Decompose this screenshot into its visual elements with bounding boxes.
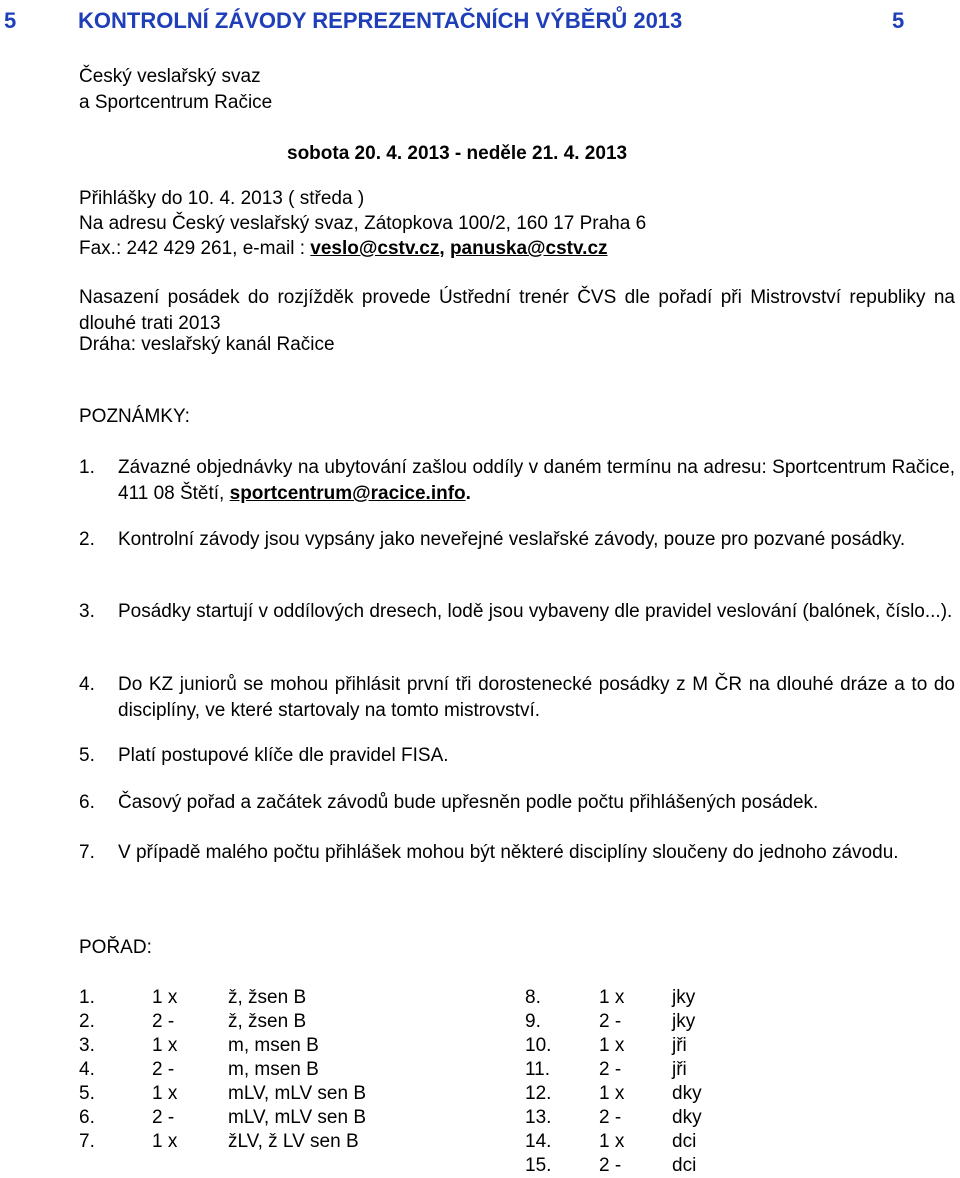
race-category: jři: [672, 1059, 687, 1080]
note-number: 6.: [79, 792, 95, 813]
race-number: 15.: [525, 1155, 552, 1176]
note-text: Do KZ juniorů se mohou přihlásit první tři dorostenecké posádky z M ČR na dlouhé dráze a to do disciplíny, ve které startovaly na tomto mistrovství.: [118, 674, 955, 721]
boat-count: 1 x: [599, 1131, 625, 1152]
race-number: 3.: [79, 1035, 95, 1056]
race-number: 12.: [525, 1083, 552, 1104]
order-row: [525, 1034, 825, 1058]
race-number: 2.: [79, 1011, 95, 1032]
boat-count: 2 -: [599, 1011, 622, 1032]
order-row: [79, 1010, 479, 1034]
boat-count: 1 x: [152, 1131, 178, 1152]
race-category: dky: [672, 1083, 702, 1104]
order-row: [525, 986, 825, 1010]
race-number: 5.: [79, 1083, 95, 1104]
boat-count: 2 -: [599, 1059, 622, 1080]
note-number: 7.: [79, 842, 95, 863]
note-item-1: [79, 455, 955, 507]
notes-heading: POZNÁMKY:: [79, 406, 190, 427]
boat-count: 2 -: [599, 1155, 622, 1176]
race-category: dci: [672, 1155, 697, 1176]
order-list-left: [79, 986, 479, 1154]
boat-count: 1 x: [152, 1035, 178, 1056]
registration-address: Na adresu Český veslařský svaz, Zátopkova 100/2, 160 17 Praha 6: [79, 213, 647, 234]
order-list-right: [525, 986, 825, 1178]
race-category: m, msen B: [228, 1035, 319, 1056]
note-number: 4.: [79, 674, 95, 695]
email-link-1[interactable]: veslo@cstv.cz: [310, 238, 440, 259]
note-item-5: [79, 743, 955, 769]
order-heading: POŘAD:: [79, 937, 152, 958]
race-number: 7.: [79, 1131, 95, 1152]
race-category: ž, žsen B: [228, 987, 307, 1008]
note-number: 5.: [79, 745, 95, 766]
order-row: [79, 1106, 479, 1130]
organizer-line-1: Český veslařský svaz: [79, 66, 261, 87]
order-row: [525, 1082, 825, 1106]
race-category: dky: [672, 1107, 702, 1128]
email-link-sportcentrum[interactable]: sportcentrum@racice.info: [229, 483, 466, 504]
order-row: [79, 1058, 479, 1082]
race-category: mLV, mLV sen B: [228, 1107, 366, 1128]
race-number: 9.: [525, 1011, 541, 1032]
race-category: jři: [672, 1035, 687, 1056]
boat-count: 2 -: [152, 1107, 175, 1128]
order-row: [79, 1082, 479, 1106]
race-number: 8.: [525, 987, 541, 1008]
note-text: Platí postupové klíče dle pravidel FISA.: [118, 745, 449, 766]
order-row: [525, 1010, 825, 1034]
race-number: 4.: [79, 1059, 95, 1080]
note-number: 1.: [79, 457, 95, 478]
race-number: 6.: [79, 1107, 95, 1128]
email-link-2[interactable]: panuska@cstv.cz: [449, 238, 608, 259]
race-category: ž, žsen B: [228, 1011, 307, 1032]
note-number: 2.: [79, 529, 95, 550]
boat-count: 1 x: [599, 1083, 625, 1104]
note-text: Časový pořad a začátek závodů bude upřesněn podle počtu přihlášených posádek.: [118, 792, 819, 813]
note-text: Posádky startují v oddílových dresech, lodě jsou vybaveny dle pravidel veslování (balónek, číslo...).: [118, 601, 953, 622]
race-category: dci: [672, 1131, 697, 1152]
race-category: m, msen B: [228, 1059, 319, 1080]
race-number: 13.: [525, 1107, 552, 1128]
contact-line: [79, 238, 608, 261]
note-number: 3.: [79, 601, 95, 622]
race-number: 1.: [79, 987, 95, 1008]
note-item-2: [79, 527, 955, 553]
race-category: jky: [672, 1011, 696, 1032]
order-row: [525, 1106, 825, 1130]
boat-count: 1 x: [599, 1035, 625, 1056]
email-separator: ,: [439, 238, 450, 259]
registration-deadline: Přihlášky do 10. 4. 2013 ( středa ): [79, 188, 365, 209]
crews-placement-text: Nasazení posádek do rozjížděk provede Ústřední trenér ČVS dle pořadí při Mistrovství republiky na dlouhé trati 2013: [79, 287, 955, 334]
event-dates: sobota 20. 4. 2013 - neděle 21. 4. 2013: [287, 143, 628, 164]
course-info: Dráha: veslařský kanál Račice: [79, 334, 335, 355]
order-row: [525, 1130, 825, 1154]
note-text: Závazné objednávky na ubytování zašlou oddíly v daném termínu na adresu: Sportcentrum Račice, 411 08 Štětí,: [118, 457, 955, 504]
race-number: 10.: [525, 1035, 552, 1056]
fax-text: Fax.: 242 429 261, e-mail :: [79, 238, 311, 259]
chapter-number-left: 5: [4, 8, 17, 33]
note-item-4: [79, 672, 955, 724]
race-category: mLV, mLV sen B: [228, 1083, 366, 1104]
organizer-line-2: a Sportcentrum Račice: [79, 92, 273, 113]
chapter-number-right: 5: [892, 8, 905, 33]
note-item-3: [79, 599, 955, 625]
note-item-7: [79, 840, 955, 866]
order-row: [525, 1154, 825, 1178]
boat-count: 1 x: [599, 987, 625, 1008]
boat-count: 2 -: [152, 1011, 175, 1032]
order-row: [79, 1130, 479, 1154]
page-title: KONTROLNÍ ZÁVODY REPREZENTAČNÍCH VÝBĚRŮ 2013: [78, 8, 683, 33]
race-category: jky: [672, 987, 696, 1008]
race-number: 11.: [525, 1059, 551, 1080]
order-row: [525, 1058, 825, 1082]
boat-count: 1 x: [152, 987, 178, 1008]
order-row: [79, 1034, 479, 1058]
note-text: V případě malého počtu přihlášek mohou být některé disciplíny sloučeny do jednoho závodu.: [118, 842, 899, 863]
boat-count: 1 x: [152, 1083, 178, 1104]
order-row: [79, 986, 479, 1010]
race-number: 14.: [525, 1131, 552, 1152]
note-text: Kontrolní závody jsou vypsány jako neveřejné veslařské závody, pouze pro pozvané posádky.: [118, 529, 906, 550]
race-category: žLV, ž LV sen B: [228, 1131, 359, 1152]
note-text-end: .: [465, 483, 471, 504]
boat-count: 2 -: [599, 1107, 622, 1128]
note-item-6: [79, 790, 955, 816]
boat-count: 2 -: [152, 1059, 175, 1080]
